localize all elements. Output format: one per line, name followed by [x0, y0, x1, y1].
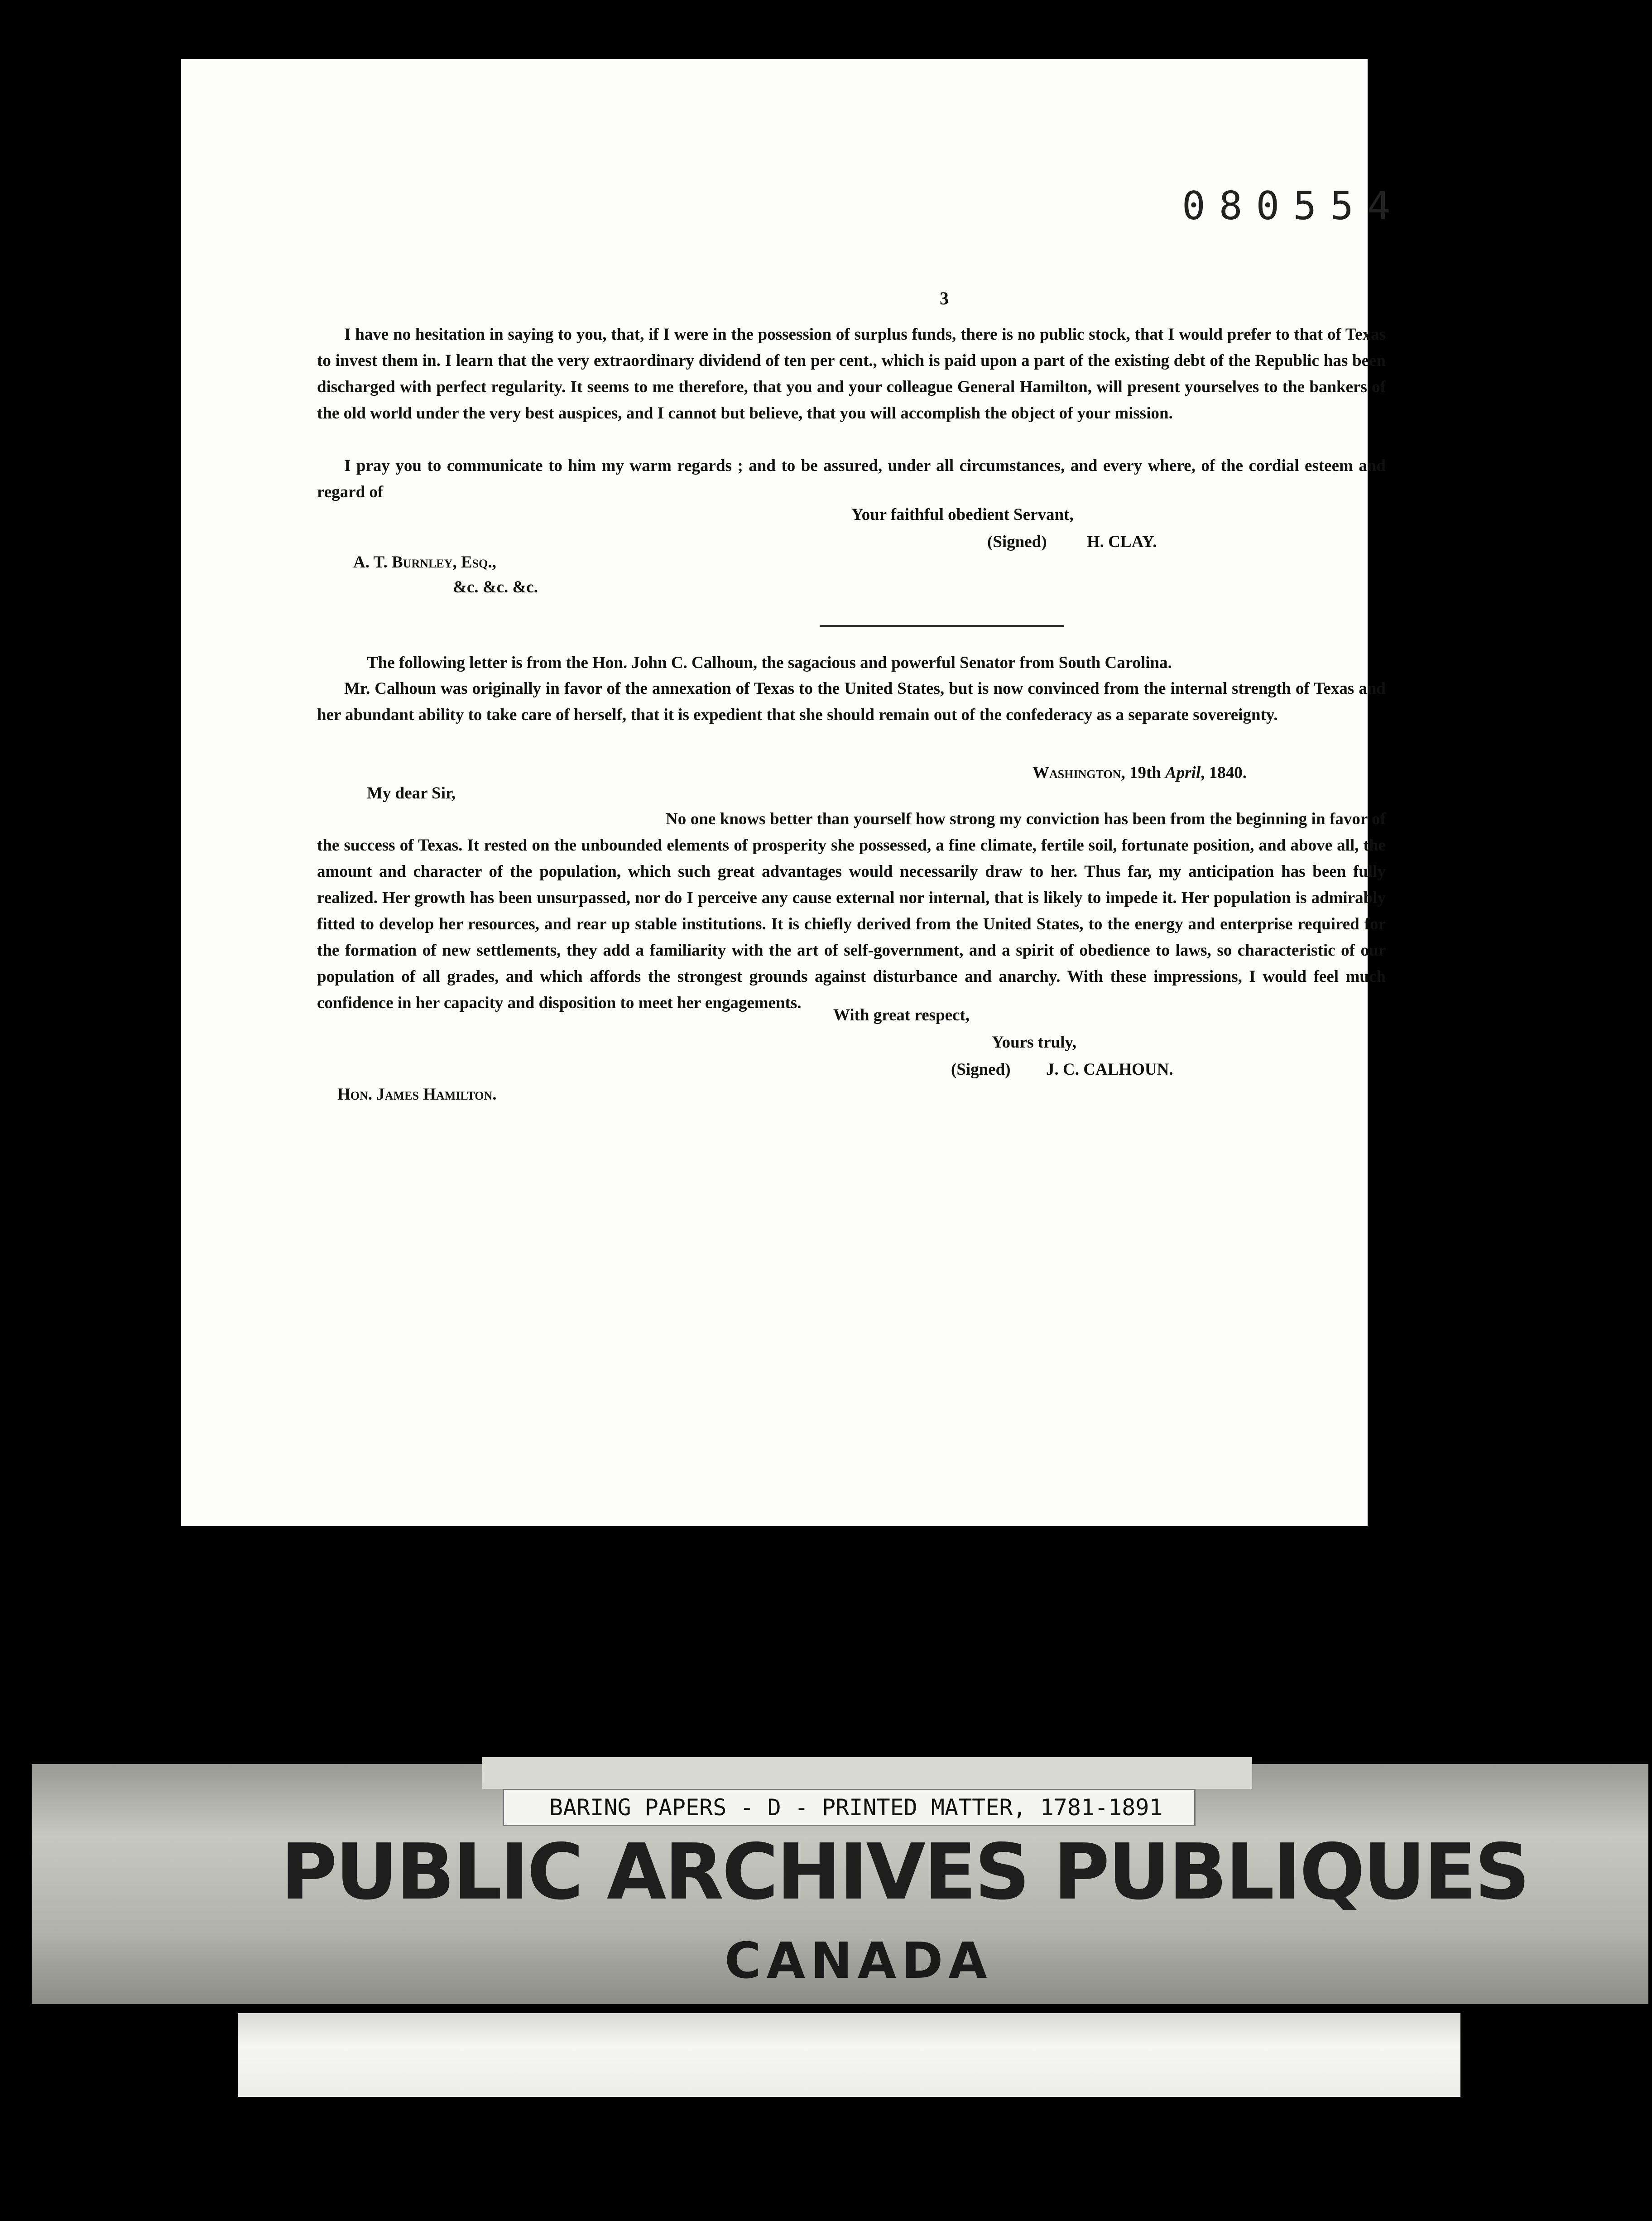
calhoun-date-day: 19th [1125, 764, 1166, 782]
page-number: 3 [940, 288, 949, 308]
document-page [181, 59, 1404, 1526]
clay-letter-paragraph-2: I pray you to communicate to him my warm regards ; and to be assured, under all circumstances, and every where, of the cordial esteem and regard of [317, 457, 1386, 501]
archives-country: CANADA [725, 1932, 993, 1990]
paper-strip [238, 2013, 1460, 2097]
calhoun-closing-2: Yours truly, [992, 1033, 1077, 1052]
clay-addressee-suffix: &c. &c. &c. [453, 578, 538, 596]
calhoun-salutation: My dear Sir, [367, 784, 456, 803]
calhoun-signed-mark: (Signed) [951, 1060, 1011, 1079]
calhoun-date-year: , 1840. [1201, 764, 1247, 782]
archive-stamp-number: 080554 [1182, 183, 1404, 229]
intro-paragraph: Mr. Calhoun was originally in favor of the annexation of Texas to the United States, but is now convinced from the internal strength of Texas and her abundant ability to take care of herself, that it is expedient that she should remain out of the confederacy as a separate sovereignty. [317, 679, 1386, 724]
calhoun-date-month: April [1165, 764, 1201, 782]
clay-letter-paragraph-1: I have no hesitation in saying to you, that, if I were in the possession of surplus funds, there is no public stock, that I would prefer to that of Texas to invest them in. I learn that the very extraordinary dividend of ten per cent., which is paid upon a part of the existing debt of the Republic has been discharged with perfect regularity. It seems to me therefore, that you and your colleague General Hamilton, will present yourselves to the bankers of the old world under the very best auspices, and I cannot but believe, that you will accomplish the object of your mission. [317, 325, 1386, 423]
calhoun-addressee: Hon. James Hamilton. [337, 1085, 497, 1104]
clay-closing: Your faithful obedient Servant, [851, 505, 1074, 524]
calhoun-place: Washington, [1032, 764, 1125, 782]
clay-signature: H. CLAY. [1087, 533, 1157, 551]
intro-line-1: The following letter is from the Hon. John C. Calhoun, the sagacious and powerful Senator from South Carolina. [367, 654, 1172, 672]
calhoun-closing-1: With great respect, [833, 1006, 970, 1024]
clay-addressee: A. T. Burnley, Esq., [353, 553, 496, 572]
banner-tab [482, 1757, 1252, 1789]
archives-title: PUBLIC ARCHIVES PUBLIQUES [281, 1827, 1528, 1917]
calhoun-dateline [1032, 763, 1247, 783]
section-divider [820, 625, 1064, 627]
calhoun-letter-body: No one knows better than yourself how strong my conviction has been from the beginning in favor of the success of Texas. It rested on the unbounded elements of prosperity she possessed, a fine climate, fertile soil, fortunate position, and above all, the amount and character of the population, which such great advantages would necessarily draw to her. Thus far, my anticipation has been fully realized. Her growth has been unsurpassed, nor do I perceive any cause external nor internal, that is likely to impede it. Her population is admirably fitted to develop her resources, and rear up stable institutions. It is chiefly derived from the United States, to the energy and enterprise required for the formation of new settlements, they add a familiarity with the art of self-government, and a spirit of obedience to laws, so characteristic of our population of all grades, and which affords the strongest grounds against disturbance and anarchy. With these impressions, I would feel much confidence in her capacity and disposition to meet her engagements. [317, 810, 1386, 1012]
collection-label: BARING PAPERS - D - PRINTED MATTER, 1781-1891 [503, 1789, 1196, 1826]
clay-signed-mark: (Signed) [987, 533, 1047, 551]
calhoun-signature: J. C. CALHOUN. [1046, 1060, 1173, 1079]
